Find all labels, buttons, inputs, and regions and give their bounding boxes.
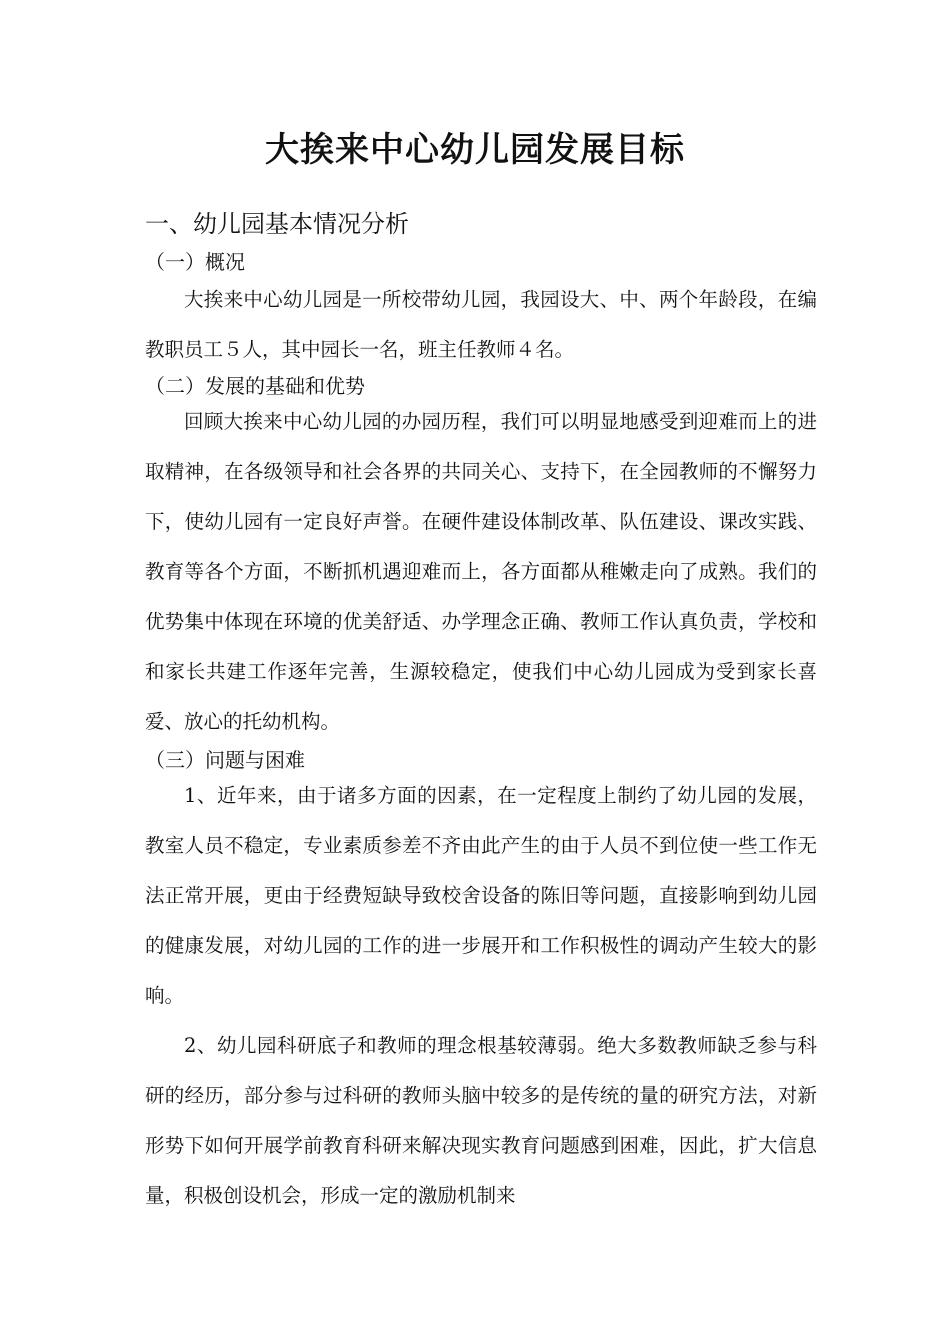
paragraph-problem-2: 2、幼儿园科研底子和教师的理念根基较薄弱。绝大多数教师缺乏参与科研的经历，部分参与过科研的教师头脑中较多的是传统的量的研究方法，对新形势下如何开展学前教育科研来解决现实教育问题感到困难，因此，扩大信息量，积极创设机会，形成一定的激励机制来 <box>145 1034 817 1207</box>
subsection-heading-problems: （三）问题与困难 <box>145 748 305 772</box>
paragraph-problem-1: 1、近年来，由于诸多方面的因素，在一定程度上制约了幼儿园的发展，教室人员不稳定，专业素质参差不齐由此产生的由于人员不到位使一些工作无法正常开展，更由于经费短缺导致校舍设备的陈旧等问题，直接影响到幼儿园的健康发展，对幼儿园的工作的进一步展开和工作积极性的调动产生较大的影响。 <box>145 784 817 1007</box>
section-heading-basic-analysis: 一、幼儿园基本情况分析 <box>145 210 409 238</box>
paragraph-overview: 大挨来中心幼儿园是一所校带幼儿园，我园设大、中、两个年龄段，在编教职员工５人，其中园长一名，班主任教师４名。 <box>145 288 817 361</box>
subsection-heading-overview: （一）概况 <box>145 250 245 274</box>
subsection-heading-foundation: （二）发展的基础和优势 <box>145 374 365 398</box>
document-title: 大挨来中心幼儿园发展目标 <box>265 130 685 170</box>
paragraph-foundation: 回顾大挨来中心幼儿园的办园历程，我们可以明显地感受到迎难而上的进取精神，在各级领导和社会各界的共同关心、支持下，在全园教师的不懈努力下，使幼儿园有一定良好声誉。在硬件建设体制改革、队伍建设、课改实践、教育等各个方面，不断抓机遇迎难而上，各方面都从稚嫩走向了成熟。我们的优势集中体现在环境的优美舒适、办学理念正确、教师工作认真负责，学校和和家长共建工作逐年完善，生源较稳定，使我们中心幼儿园成为受到家长喜爱、放心的托幼机构。 <box>145 410 817 733</box>
